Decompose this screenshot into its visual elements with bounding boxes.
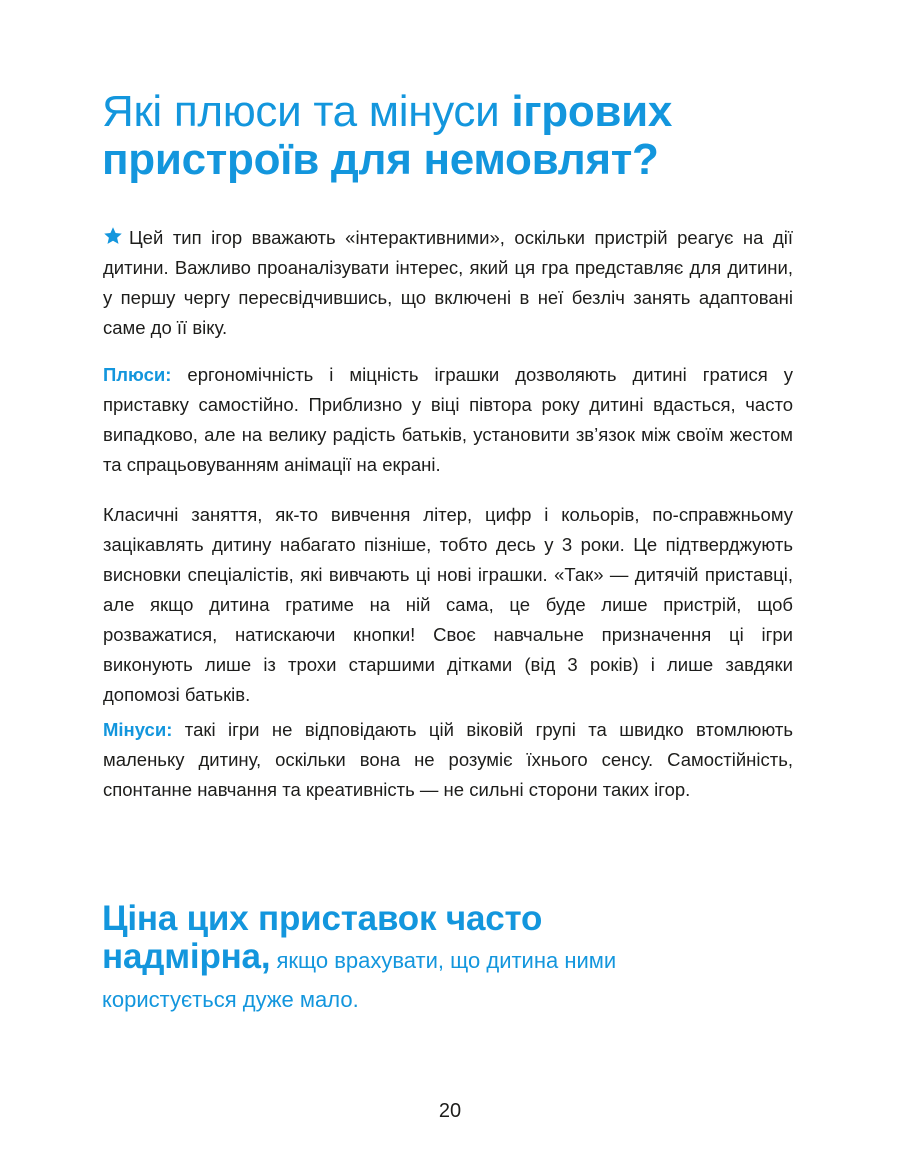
title-bold-2: пристроїв для немовлят? [102,135,659,184]
pros-label: Плюси: [103,364,172,385]
page-title [102,88,802,184]
classic-paragraph [103,500,793,710]
callout-small-2: користується дуже мало. [102,987,359,1012]
callout-big-1: Ціна цих приставок часто [102,899,543,938]
callout-big-2: надмірна, [102,937,271,976]
cons-text: такі ігри не відповідають цій віковій групі та швидко втомлюють маленьку дитину, оскільки вона не розуміє їхнього сенсу. Самостійність, спонтанне навчання та креативність — не сильні сторони таких ігор. [103,719,793,800]
pros-text: ергономічність і міцність іграшки дозволяють дитині гратися у приставку самостійно. Приблизно у віці півтора року дитині вдасться, часто випадково, але на велику радість батьків, установити зв’язок між своїм жестом та спрацьовуванням анімації на екрані. [103,364,793,475]
cons-label: Мінуси: [103,719,173,740]
intro-paragraph [103,223,793,343]
classic-text: Класичні заняття, як-то вивчення літер, цифр і кольорів, по-справжньому зацікавлять дитину набагато пізніше, тобто десь у 3 роки. Це підтверджують висновки спеціалістів, які вивчають ці нові іграшки. «Так» — дитячій приставці, але якщо дитина гратиме на ній сама, це буде лише пристрій, щоб розважатися, натискаючи кнопки! Своє навчальне призначення ці ігри виконують лише із трохи старшими дітками (від 3 років) і лише завдяки допомозі батьків. [103,504,793,705]
cons-paragraph [103,715,793,805]
callout-small-1: якщо врахувати, що дитина ними [270,948,617,973]
title-bold-1: ігрових [511,87,673,136]
title-light: Які плюси та мінуси [102,87,512,136]
star-icon [103,226,123,246]
pros-paragraph [103,360,793,480]
intro-text: Цей тип ігор вважають «інтерактивними», оскільки пристрій реагує на дії дитини. Важливо проаналізувати інтерес, який ця гра представляє для дитини, у першу чергу пересвідчившись, що включені в неї безліч занять адаптовані саме до її віку. [103,227,793,338]
callout-quote [102,900,782,1018]
page-number: 20 [438,1100,462,1122]
